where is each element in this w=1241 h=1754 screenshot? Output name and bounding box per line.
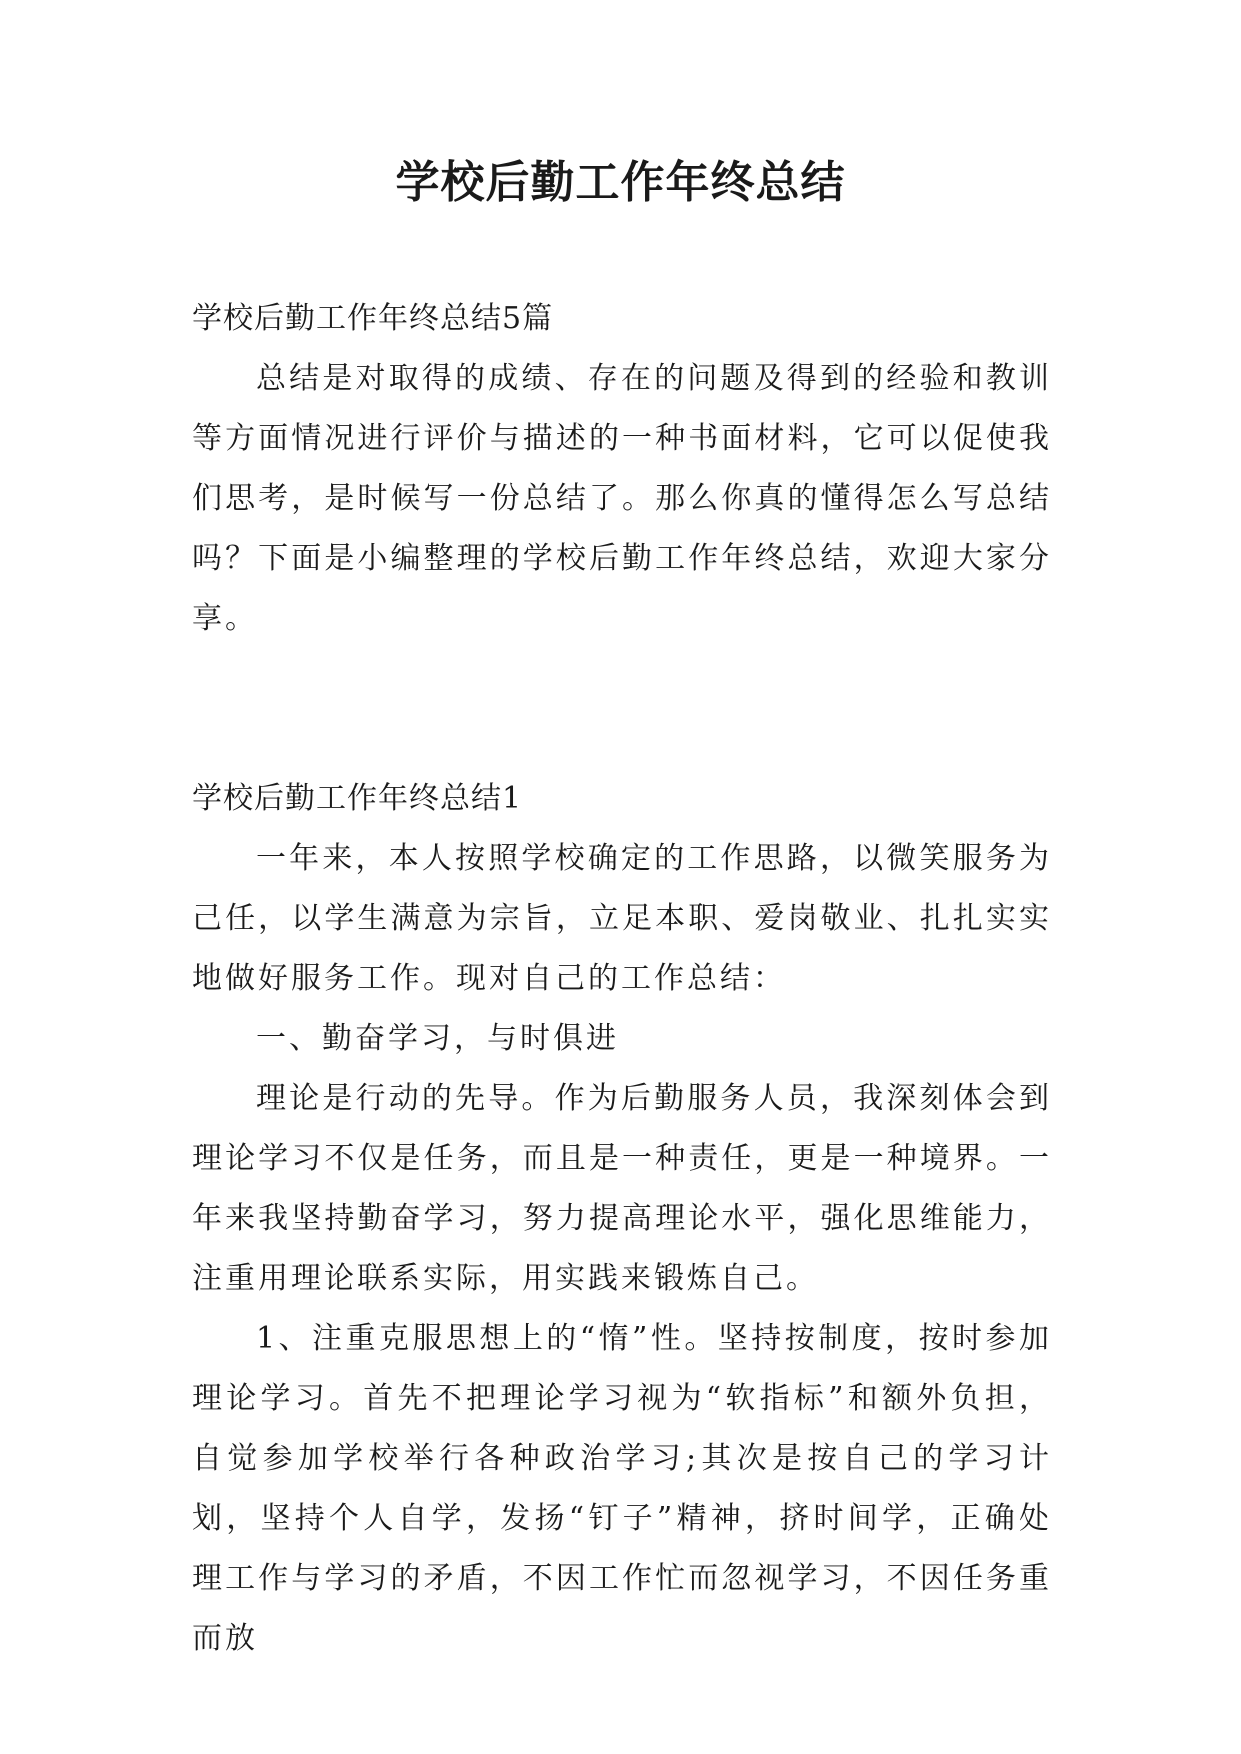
document-body bbox=[192, 289, 1052, 1669]
section1-paragraph: 理论是行动的先导。作为后勤服务人员，我深刻体会到理论学习不仅是任务，而且是一种责任，更是一种境界。一年来我坚持勤奋学习，努力提高理论水平，强化思维能力，注重用理论联系实际，用实践来锻炼自己。 bbox=[192, 1081, 1052, 1296]
section1-paragraph: 一年来，本人按照学校确定的工作思路，以微笑服务为己任，以学生满意为宗旨，立足本职、爱岗敬业、扎扎实实地做好服务工作。现对自己的工作总结： bbox=[192, 841, 1052, 996]
section1-subheading: 一、勤奋学习，与时俱进 bbox=[256, 1021, 619, 1056]
section1-paragraph: 1、注重克服思想上的“惰”性。坚持按制度，按时参加理论学习。首先不把理论学习视为“软指标”和额外负担，自觉参加学校举行各种政治学习;其次是按自己的学习计划，坚持个人自学，发扬“钉子”精神，挤时间学，正确处理工作与学习的矛盾，不因工作忙而忽视学习，不因任务重而放 bbox=[192, 1321, 1052, 1656]
section1-heading: 学校后勤工作年终总结1 bbox=[192, 781, 523, 816]
document-title: 学校后勤工作年终总结 bbox=[395, 157, 846, 208]
section-spacer bbox=[192, 649, 1052, 769]
intro-paragraph: 总结是对取得的成绩、存在的问题及得到的经验和教训等方面情况进行评价与描述的一种书面材料，它可以促使我们思考，是时候写一份总结了。那么你真的懂得怎么写总结吗？下面是小编整理的学校后勤工作年终总结，欢迎大家分享。 bbox=[192, 361, 1052, 636]
intro-heading: 学校后勤工作年终总结5篇 bbox=[192, 301, 554, 336]
